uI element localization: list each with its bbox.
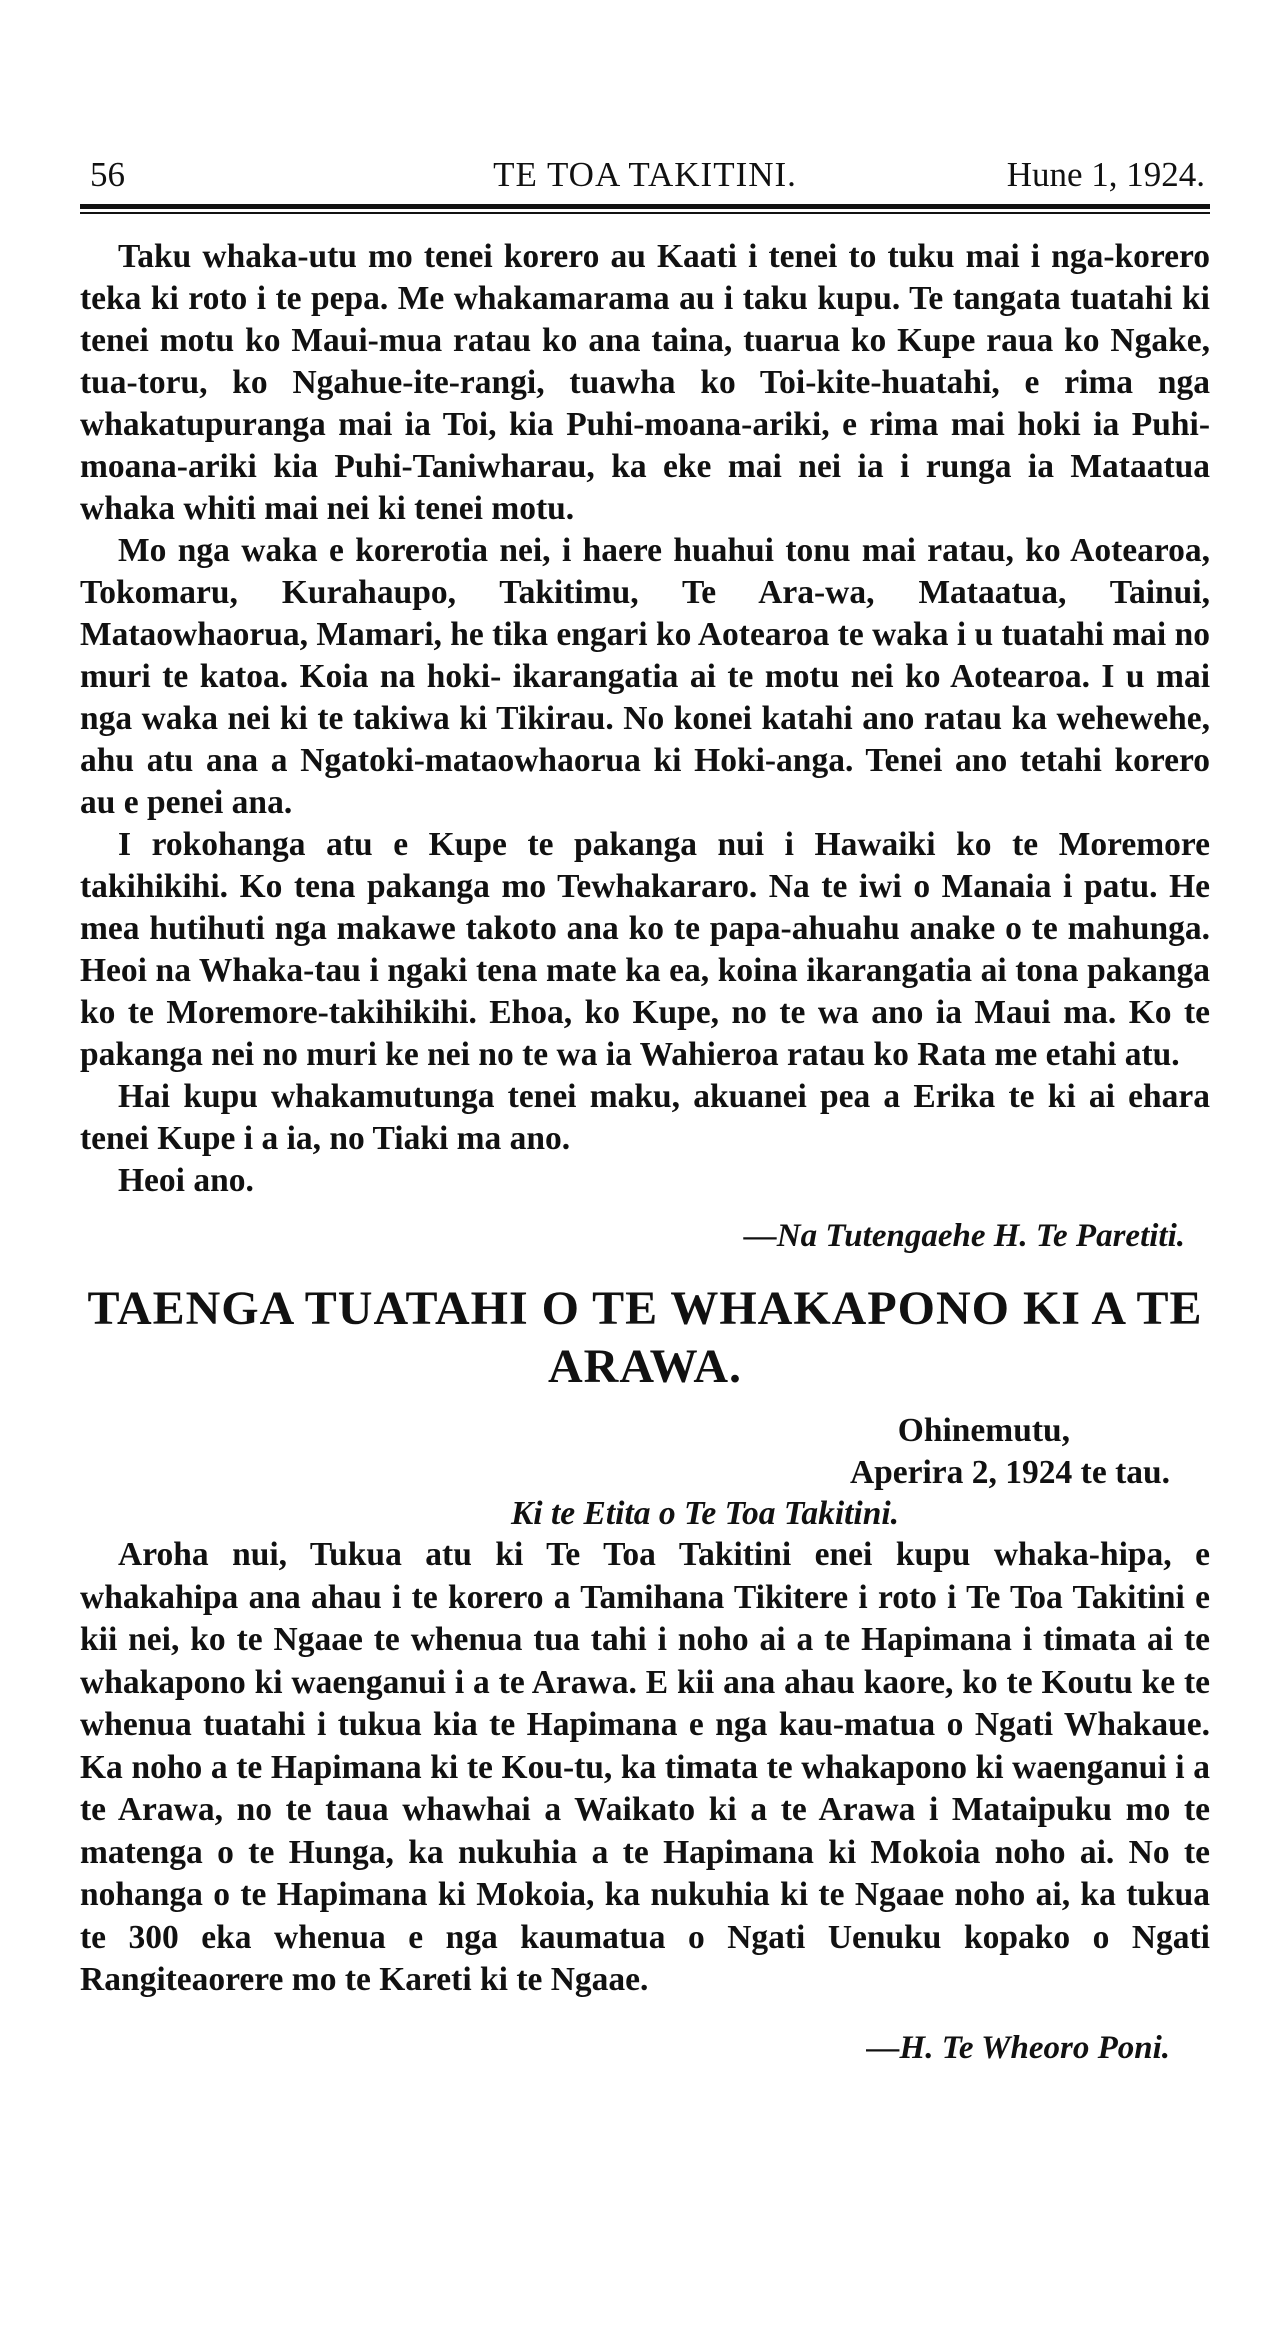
issue-date: Hune 1, 1924. (1006, 155, 1205, 194)
header-rule-thick (80, 204, 1210, 209)
header-rule-thin (80, 212, 1210, 214)
running-title: TE TOA TAKITINI. (493, 155, 797, 194)
page-header (80, 150, 1210, 200)
article-paragraph: I rokohanga atu e Kupe te pakanga nui i Hawaiki ko te Moremore takihikihi. Ko tena pakanga mo Tewhakararo. Na te iwi o Manaia i patu. He mea hutihuti nga makawe takoto ana ko te papa-ahuahu anake o te mahunga. Heoi na Whaka-tau i ngaki tena mate ka ea, koina ikarangatia ai tona pakanga ko te Moremore-takihikihi. Ehoa, ko Kupe, no te wa ano ia Maui ma. Ko te pakanga nei no muri ke nei no te wa ia Wahieroa ratau ko Rata me etahi atu. (80, 826, 1210, 1073)
article-paragraph: Mo nga waka e korerotia nei, i haere huahui tonu mai ratau, ko Aotearoa, Tokomaru, Kurahaupo, Takitimu, Te Ara-wa, Mataatua, Tainui, Mataowhaorua, Mamari, he tika engari ko Aotearoa te waka i u tuatahi mai no muri te katoa. Koia na hoki- ikarangatia ai te motu nei ko Aotearoa. I u mai nga waka nei ki te takiwa ki Tikirau. No konei katahi ano ratau ka wehewehe, ahu atu ana a Ngatoki-mataowhaorua ki Hoki-anga. Tenei ano tetahi korero au e penei ana. (80, 532, 1210, 821)
page-number: 56 (90, 155, 125, 194)
letter-paragraph: Aroha nui, Tukua atu ki Te Toa Takitini enei kupu whaka-hipa, e whakahipa ana ahau i te korero a Tamihana Tikitere i roto i Te Toa Takitini e kii nei, ko te Ngaae te whenua tua tahi i noho ai a te Hapimana i timata ai te whakapono ki waenganui i a te Arawa. E kii ana ahau kaore, ko te Koutu ke te whenua tuatahi i tukua kia te Hapimana e nga kau-matua o Ngati Whakaue. Ka noho a te Hapimana ki te Kou-tu, ka timata te whakapono ki waenganui i a te Arawa, no te taua whawhai a Waikato ki a te Arawa i Mataipuku mo te matenga o te Hunga, ka nukuhia a te Hapimana ki Mokoia noho ai. No te nohanga o te Hapimana ki Mokoia, ka nukuhia ki te Ngaae noho ai, ka tukua te 300 eka whenua e nga kaumatua o Ngati Uenuku kopako o Ngati Rangiteaorere mo te Kareti ki te Ngaae. (80, 1536, 1210, 1998)
article-paragraph: Heoi ano. (118, 1162, 254, 1199)
letter-body (80, 1534, 1210, 2002)
letter-date: Aperira 2, 1924 te tau. (849, 1454, 1170, 1491)
page (80, 150, 1210, 2072)
section-heading: TAENGA TUATAHI O TE WHAKAPONO KI A TE ARAWA. (87, 1282, 1203, 1393)
article-body (80, 236, 1210, 1202)
article-paragraph: Hai kupu whakamutunga tenei maku, akuanei pea a Erika te ki ai ehara tenei Kupe i a ia, no Tiaki ma ano. (80, 1078, 1210, 1157)
article-paragraph: Taku whaka-utu mo tenei korero au Kaati i tenei to tuku mai i nga-korero teka ki roto i te pepa. Me whakamarama au i taku kupu. Te tangata tuatahi ki tenei motu ko Maui-mua ratau ko ana taina, tuarua ko Kupe raua ko Ngake, tua-toru, ko Ngahue-ite-rangi, tuawha ko Toi-kite-huatahi, e rima nga whakatupuranga mai ia Toi, kia Puhi-moana-ariki, e rima mai hoki ia Puhi-moana-ariki kia Puhi-Taniwharau, ka eke mai nei ia i runga ia Mataatua whaka whiti mai nei ki tenei motu. (80, 238, 1210, 527)
letter-salutation: Ki te Etita o Te Toa Takitini. (510, 1495, 900, 1532)
letter-signature: —H. Te Wheoro Poni. (866, 2029, 1170, 2066)
letter-place: Ohinemutu, (897, 1412, 1070, 1449)
article-signature: —Na Tutengaehe H. Te Paretiti. (743, 1218, 1185, 1254)
